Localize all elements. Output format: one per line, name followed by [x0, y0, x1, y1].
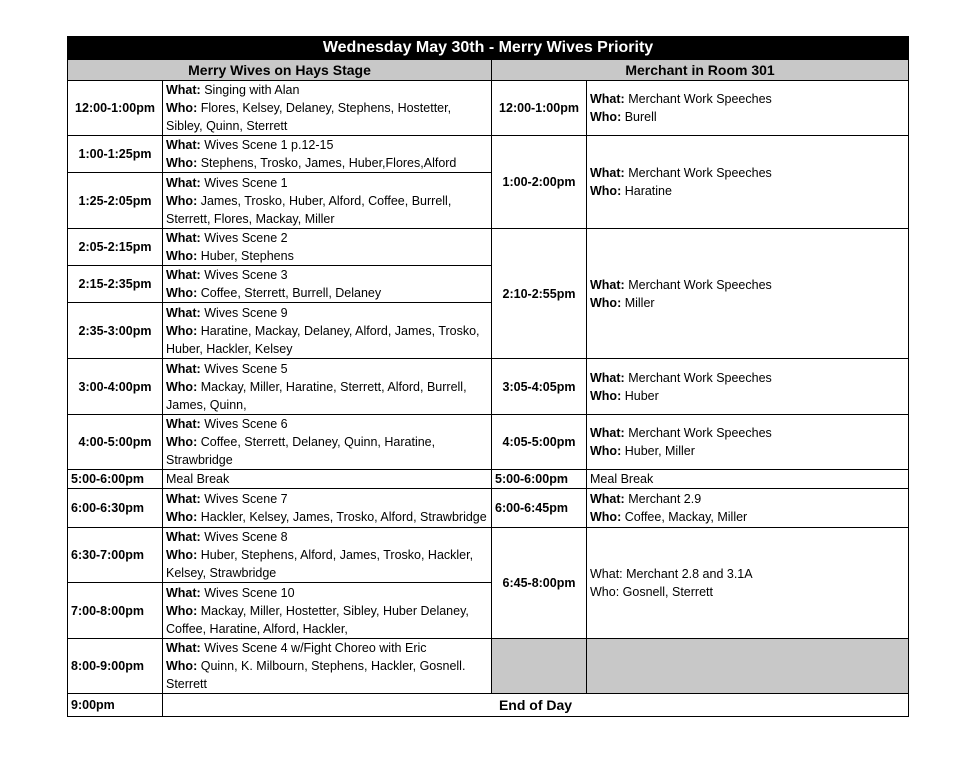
who-value: Miller [624, 295, 655, 310]
right-activity [587, 415, 909, 470]
who-label: Who: [166, 101, 198, 115]
what-label: What: [166, 641, 201, 655]
left-time: 1:25-2:05pm [68, 173, 163, 229]
who-value: Huber [624, 388, 659, 403]
table-row [68, 489, 909, 528]
schedule-table [67, 36, 909, 717]
left-time: 1:00-1:25pm [68, 136, 163, 173]
who-label: Who: [590, 184, 622, 198]
what-label: What: [166, 138, 201, 152]
who-label: Who: [166, 156, 198, 170]
right-time: 2:10-2:55pm [492, 229, 587, 359]
right-time: 3:05-4:05pm [492, 359, 587, 415]
right-activity: Meal Break [587, 470, 909, 489]
right-activity [587, 229, 909, 359]
right-time: 1:00-2:00pm [492, 136, 587, 229]
what-value: Merchant Work Speeches [628, 277, 772, 292]
who-label: Who: [166, 286, 198, 300]
right-activity [587, 359, 909, 415]
left-activity [163, 266, 492, 303]
what-label: What: [590, 92, 625, 106]
right-time: 6:00-6:45pm [492, 489, 587, 528]
what-label: What: [166, 492, 201, 506]
who-label: Who: [166, 603, 198, 618]
left-time: 2:15-2:35pm [68, 266, 163, 303]
left-activity [163, 489, 492, 528]
right-time: 4:05-5:00pm [492, 415, 587, 470]
who-label: Who: [166, 510, 198, 524]
table-row [68, 694, 909, 717]
who-value: Hackler, Kelsey, James, Trosko, Alford, Strawbridge [200, 510, 487, 524]
who-label: Who: [166, 659, 198, 673]
table-row [68, 639, 909, 694]
left-activity [163, 173, 492, 229]
left-time: 4:00-5:00pm [68, 415, 163, 470]
table-row [68, 470, 909, 489]
left-activity [163, 303, 492, 359]
left-time: 8:00-9:00pm [68, 639, 163, 694]
left-time: 6:00-6:30pm [68, 489, 163, 528]
table-row [68, 359, 909, 415]
left-activity [163, 583, 492, 639]
who-value: Burell [624, 110, 657, 124]
what-value: Singing with Alan [204, 83, 300, 97]
what-label: What: [166, 585, 201, 600]
who-label: Who: [166, 193, 198, 208]
who-label: Who: [590, 444, 622, 458]
what-value: Wives Scene 9 [204, 305, 288, 320]
what-value: Wives Scene 1 p.12-15 [204, 138, 334, 152]
left-time: 12:00-1:00pm [68, 81, 163, 136]
who-label: Who: [166, 548, 198, 562]
what-label: What: [166, 83, 201, 97]
who-value: Haratine [624, 184, 672, 198]
left-time: 5:00-6:00pm [68, 470, 163, 489]
right-activity [587, 528, 909, 639]
who-value: Haratine, Mackay, Delaney, Alford, James, Trosko, Huber, Hackler, Kelsey [166, 323, 480, 356]
what-label: What: [590, 370, 625, 385]
right-activity [587, 489, 909, 528]
left-activity: Meal Break [163, 470, 492, 489]
left-activity [163, 639, 492, 694]
who-label: Who: [590, 510, 622, 524]
end-of-day: End of Day [163, 694, 909, 717]
who-label: Who: [166, 323, 198, 338]
left-time: 6:30-7:00pm [68, 528, 163, 583]
what-value: Merchant 2.9 [628, 492, 702, 506]
what-label: What: [166, 268, 201, 282]
what-value: Wives Scene 8 [204, 530, 288, 544]
left-activity [163, 359, 492, 415]
what-value: Merchant Work Speeches [628, 426, 772, 440]
what-value: Merchant Work Speeches [628, 166, 772, 180]
who-value: Mackay, Miller, Haratine, Sterrett, Alford, Burrell, James, Quinn, [166, 379, 467, 412]
who-label: Who: [166, 435, 198, 449]
what-value: Wives Scene 6 [204, 417, 288, 431]
left-column-header: Merry Wives on Hays Stage [68, 60, 492, 81]
left-time: 2:05-2:15pm [68, 229, 163, 266]
who-value: Quinn, K. Milbourn, Stephens, Hackler, Gosnell. Sterrett [166, 659, 466, 691]
what-label: What: [166, 231, 201, 245]
table-row [68, 81, 909, 136]
what-value: Wives Scene 7 [204, 492, 288, 506]
left-activity [163, 229, 492, 266]
who-value: Coffee, Mackay, Miller [624, 510, 748, 524]
what-value: Wives Scene 5 [204, 361, 288, 376]
who-value: James, Trosko, Huber, Alford, Coffee, Burrell, Sterrett, Flores, Mackay, Miller [166, 193, 452, 226]
table-row [68, 528, 909, 583]
what-value: Wives Scene 2 [204, 231, 288, 245]
what-label: What: [166, 305, 201, 320]
page-title: Wednesday May 30th - Merry Wives Priority [68, 37, 909, 60]
who-label: Who: [590, 388, 622, 403]
what-value: Merchant Work Speeches [628, 370, 772, 385]
right-activity [587, 136, 909, 229]
left-time: 9:00pm [68, 694, 163, 717]
what-value: Wives Scene 4 w/Fight Choreo with Eric [204, 641, 427, 655]
who-value: Coffee, Sterrett, Delaney, Quinn, Haratine, Strawbridge [166, 435, 436, 467]
who-value: Flores, Kelsey, Delaney, Stephens, Hostetter, Sibley, Quinn, Sterrett [166, 101, 452, 133]
what-label: What: [590, 492, 625, 506]
right-time: 6:45-8:00pm [492, 528, 587, 639]
what-label: What: [590, 426, 625, 440]
right-time: 12:00-1:00pm [492, 81, 587, 136]
who-value: Huber, Stephens [200, 249, 294, 263]
who-value: Coffee, Sterrett, Burrell, Delaney [200, 286, 382, 300]
what-label: What: [166, 175, 201, 190]
left-activity [163, 528, 492, 583]
right-activity [587, 81, 909, 136]
table-row [68, 415, 909, 470]
left-activity [163, 415, 492, 470]
who-value: Huber, Stephens, Alford, James, Trosko, Hackler, Kelsey, Strawbridge [166, 548, 474, 580]
right-time: 5:00-6:00pm [492, 470, 587, 489]
table-row [68, 229, 909, 266]
what-value: Wives Scene 1 [204, 175, 288, 190]
empty-cell [492, 639, 587, 694]
who-label: Who: [166, 249, 198, 263]
what-label: What: [166, 361, 201, 376]
what-value: Wives Scene 10 [204, 585, 295, 600]
what-value: Wives Scene 3 [204, 268, 288, 282]
what-label: What: [590, 277, 625, 292]
what-value: What: Merchant 2.8 and 3.1A [590, 567, 753, 581]
what-label: What: [166, 530, 201, 544]
who-label: Who: [590, 295, 622, 310]
left-activity [163, 81, 492, 136]
who-label: Who: [590, 110, 622, 124]
what-label: What: [590, 166, 625, 180]
left-activity [163, 136, 492, 173]
left-time: 7:00-8:00pm [68, 583, 163, 639]
who-value: Who: Gosnell, Sterrett [590, 585, 713, 599]
table-row [68, 136, 909, 173]
who-value: Stephens, Trosko, James, Huber,Flores,Alford [200, 156, 457, 170]
what-value: Merchant Work Speeches [628, 92, 772, 106]
who-value: Mackay, Miller, Hostetter, Sibley, Huber Delaney, Coffee, Haratine, Alford, Hackler, [166, 603, 469, 636]
right-column-header: Merchant in Room 301 [492, 60, 909, 81]
left-time: 3:00-4:00pm [68, 359, 163, 415]
who-value: Huber, Miller [624, 444, 695, 458]
left-time: 2:35-3:00pm [68, 303, 163, 359]
who-label: Who: [166, 379, 198, 394]
what-label: What: [166, 417, 201, 431]
empty-cell [587, 639, 909, 694]
